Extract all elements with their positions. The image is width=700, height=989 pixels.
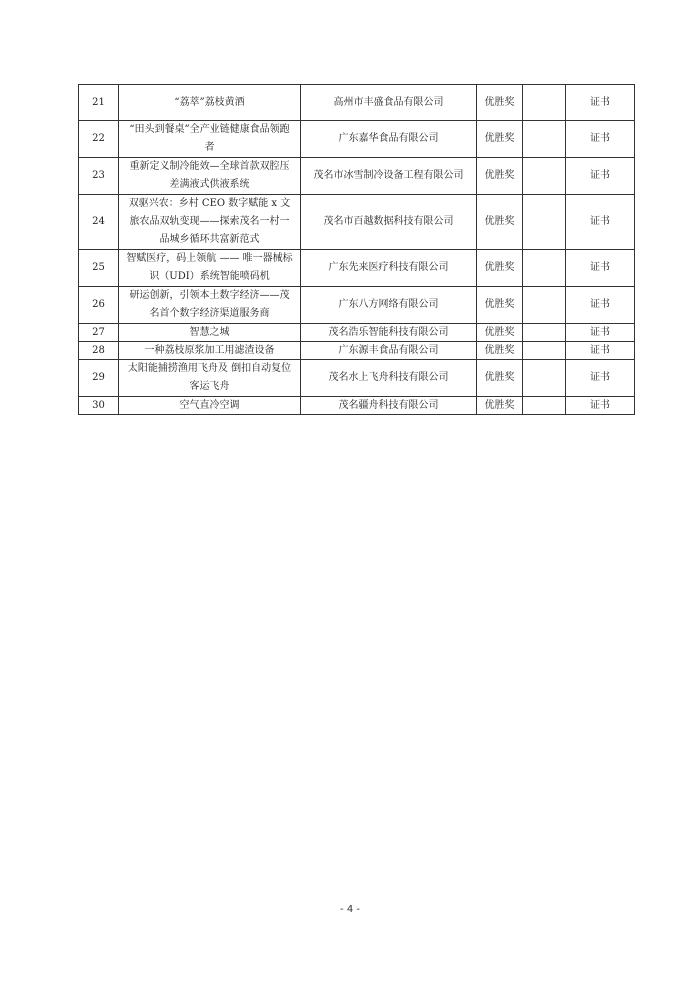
award-level: 优胜奖 [477, 85, 523, 121]
table-row [79, 85, 635, 121]
row-number: 30 [79, 397, 119, 415]
award-list-table [78, 84, 635, 415]
blank-cell [523, 397, 566, 415]
project-name: 智慧之城 [119, 324, 301, 342]
table-row [79, 121, 635, 158]
company-name: 广东嘉华食品有限公司 [301, 121, 477, 158]
project-name: 智赋医疗，码上领航 —— 唯一器械标识（UDI）系统智能喷码机 [119, 250, 301, 287]
award-level: 优胜奖 [477, 121, 523, 158]
certificate-cell: 证书 [566, 287, 635, 324]
table-row [79, 324, 635, 342]
award-level: 优胜奖 [477, 250, 523, 287]
blank-cell [523, 342, 566, 360]
project-name: 重新定义制冷能效—全球首款双腔压差满液式供液系统 [119, 158, 301, 195]
table-row [79, 250, 635, 287]
award-level: 优胜奖 [477, 195, 523, 250]
project-name: “田头到餐桌”全产业链健康食品领跑者 [119, 121, 301, 158]
blank-cell [523, 195, 566, 250]
award-level: 优胜奖 [477, 360, 523, 397]
certificate-cell: 证书 [566, 250, 635, 287]
project-name: “荔萃”荔枝黄酒 [119, 85, 301, 121]
certificate-cell: 证书 [566, 85, 635, 121]
certificate-cell: 证书 [566, 360, 635, 397]
certificate-cell: 证书 [566, 121, 635, 158]
company-name: 广东八方网络有限公司 [301, 287, 477, 324]
award-level: 优胜奖 [477, 397, 523, 415]
blank-cell [523, 287, 566, 324]
project-name: 一种荔枝原浆加工用滤渣设备 [119, 342, 301, 360]
row-number: 22 [79, 121, 119, 158]
company-name: 广东先来医疗科技有限公司 [301, 250, 477, 287]
company-name: 茂名疆舟科技有限公司 [301, 397, 477, 415]
page-number: - 4 - [340, 904, 360, 915]
award-level: 优胜奖 [477, 324, 523, 342]
project-name: 研运创新，引领本土数字经济——茂名首个数字经济渠道服务商 [119, 287, 301, 324]
company-name: 茂名市冰雪制冷设备工程有限公司 [301, 158, 477, 195]
blank-cell [523, 360, 566, 397]
award-level: 优胜奖 [477, 342, 523, 360]
certificate-cell: 证书 [566, 342, 635, 360]
table-row [79, 360, 635, 397]
row-number: 24 [79, 195, 119, 250]
blank-cell [523, 250, 566, 287]
blank-cell [523, 158, 566, 195]
company-name: 茂名市百越数据科技有限公司 [301, 195, 477, 250]
project-name: 空气直冷空调 [119, 397, 301, 415]
award-level: 优胜奖 [477, 158, 523, 195]
company-name: 广东源丰食品有限公司 [301, 342, 477, 360]
company-name: 高州市丰盛食品有限公司 [301, 85, 477, 121]
company-name: 茂名水上飞舟科技有限公司 [301, 360, 477, 397]
company-name: 茂名浩乐智能科技有限公司 [301, 324, 477, 342]
table-row [79, 195, 635, 250]
table-row [79, 287, 635, 324]
certificate-cell: 证书 [566, 158, 635, 195]
blank-cell [523, 85, 566, 121]
row-number: 28 [79, 342, 119, 360]
certificate-cell: 证书 [566, 195, 635, 250]
table-row [79, 342, 635, 360]
row-number: 29 [79, 360, 119, 397]
certificate-cell: 证书 [566, 397, 635, 415]
row-number: 26 [79, 287, 119, 324]
row-number: 25 [79, 250, 119, 287]
row-number: 21 [79, 85, 119, 121]
blank-cell [523, 324, 566, 342]
project-name: 双驱兴农：乡村 CEO 数字赋能 x 文旅农品双轨变现——探索茂名一村一品城乡循环共富新范式 [119, 195, 301, 250]
table-row [79, 397, 635, 415]
table-row [79, 158, 635, 195]
certificate-cell: 证书 [566, 324, 635, 342]
blank-cell [523, 121, 566, 158]
project-name: 太阳能捕捞渔用飞舟及 倒扣自动复位客运飞舟 [119, 360, 301, 397]
row-number: 23 [79, 158, 119, 195]
award-level: 优胜奖 [477, 287, 523, 324]
row-number: 27 [79, 324, 119, 342]
